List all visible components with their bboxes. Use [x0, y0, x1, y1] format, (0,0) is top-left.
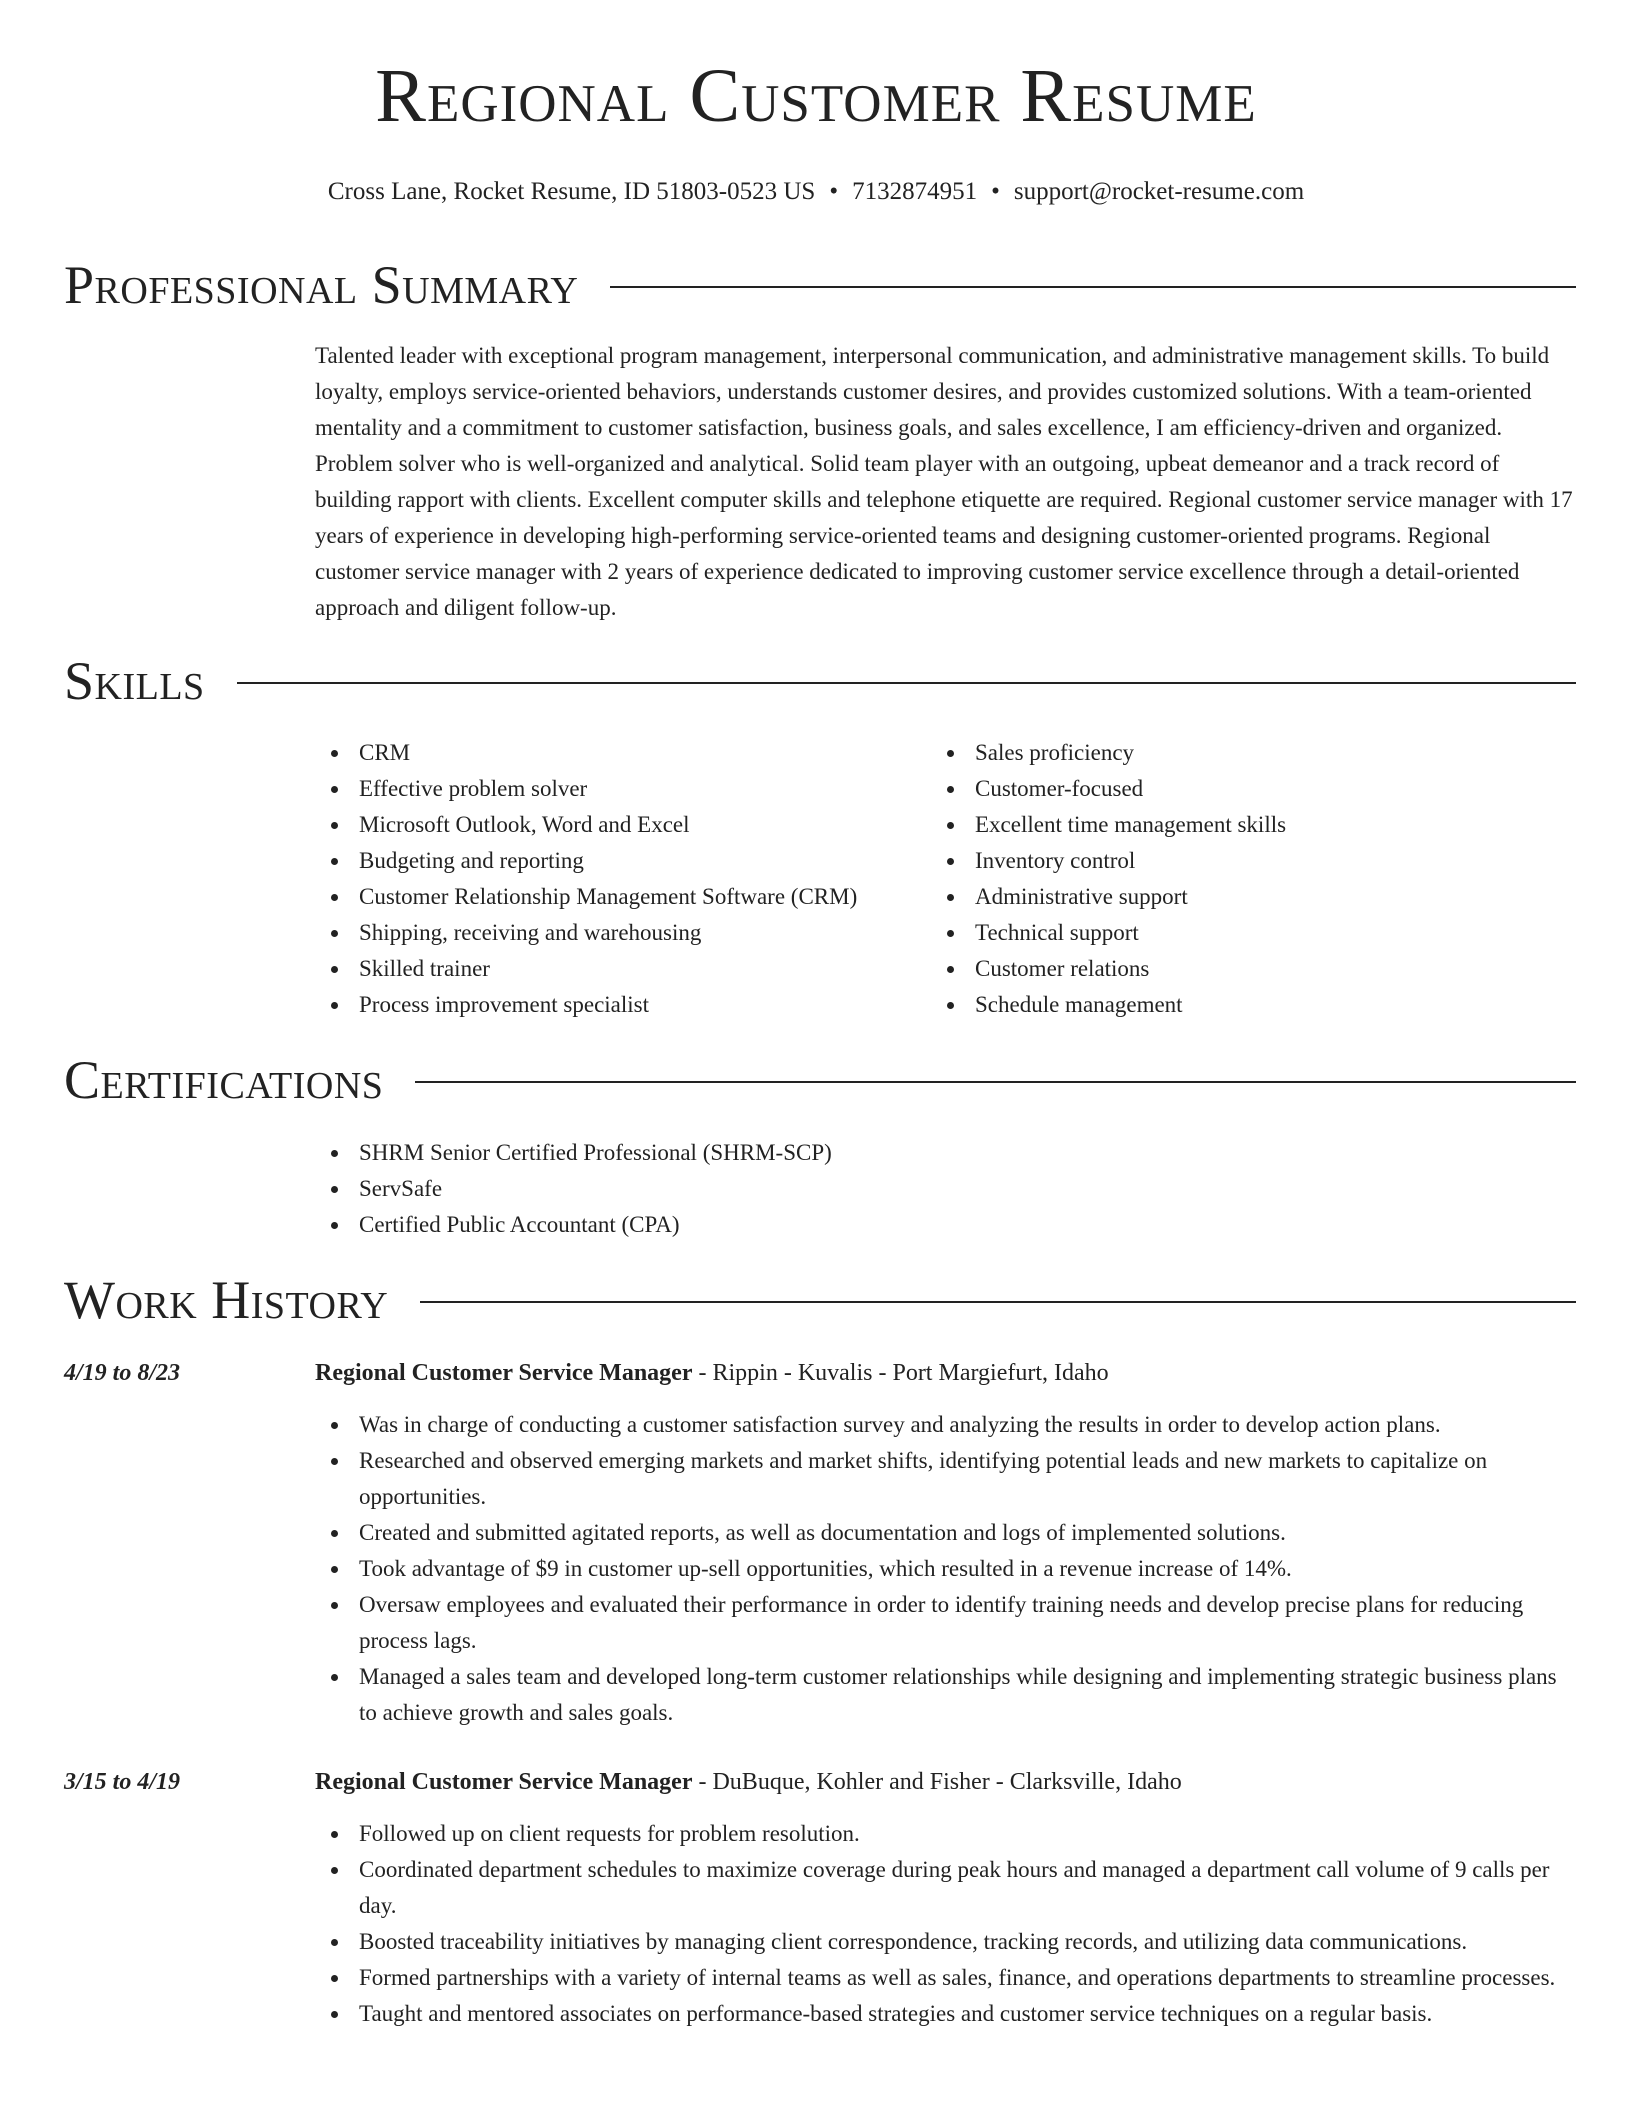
job-bullets — [315, 1407, 1577, 1731]
section-divider — [420, 1301, 1576, 1303]
job-bullet: Researched and observed emerging markets and market shifts, identifying potential leads and new markets to capitalize on opportunities. — [315, 1443, 1577, 1515]
skill-item: Customer-focused — [931, 771, 1531, 807]
job-company: - Rippin - Kuvalis - Port Margiefurt, Idaho — [692, 1360, 1109, 1386]
contact-separator: • — [991, 178, 1000, 205]
job-company: - DuBuque, Kohler and Fisher - Clarksville, Idaho — [692, 1769, 1182, 1795]
section-divider — [610, 286, 1576, 288]
section-header-work-history — [64, 1270, 1576, 1330]
job-dates: 3/15 to 4/19 — [64, 1769, 181, 1795]
skill-item: Shipping, receiving and warehousing — [315, 915, 915, 951]
section-header-skills — [64, 651, 1576, 711]
contact-email[interactable]: support@rocket-resume.com — [1013, 178, 1305, 205]
job-bullets — [315, 1816, 1577, 2032]
skill-item: Technical support — [931, 915, 1531, 951]
contact-separator: • — [829, 178, 839, 205]
skill-item: CRM — [315, 735, 915, 771]
job-bullet: Formed partnerships with a variety of internal teams as well as sales, finance, and operations departments to streamline processes. — [315, 1960, 1577, 1996]
section-title: Certifications — [64, 1050, 384, 1110]
skill-item: Sales proficiency — [931, 735, 1531, 771]
certification-item: Certified Public Accountant (CPA) — [315, 1207, 1515, 1243]
job-bullet: Taught and mentored associates on performance-based strategies and customer service techniques on a regular basis. — [315, 1996, 1577, 2032]
skill-item: Skilled trainer — [315, 951, 915, 987]
skill-item: Inventory control — [931, 843, 1531, 879]
job-bullet: Boosted traceability initiatives by managing client correspondence, tracking records, and utilizing data communications. — [315, 1924, 1577, 1960]
skill-item: Customer relations — [931, 951, 1531, 987]
job-dates: 4/19 to 8/23 — [64, 1360, 181, 1386]
resume-name: Regional Customer Resume — [375, 54, 1257, 138]
contact-phone: 7132874951 — [852, 178, 978, 205]
skill-item: Effective problem solver — [315, 771, 915, 807]
job-bullet: Coordinated department schedules to maximize coverage during peak hours and managed a department call volume of 9 calls per day. — [315, 1852, 1577, 1924]
job-bullet: Followed up on client requests for problem resolution. — [315, 1816, 1577, 1852]
job-title: Regional Customer Service Manager — [315, 1360, 693, 1386]
job-bullet: Took advantage of $9 in customer up-sell opportunities, which resulted in a revenue increase of 14%. — [315, 1551, 1577, 1587]
skill-item: Administrative support — [931, 879, 1531, 915]
section-divider — [415, 1081, 1576, 1083]
skill-item: Customer Relationship Management Software (CRM) — [315, 879, 915, 915]
section-header-summary — [64, 255, 1576, 315]
job-heading — [315, 1764, 1577, 1800]
job-bullet: Oversaw employees and evaluated their performance in order to identify training needs and develop precise plans for reducing process lags. — [315, 1587, 1577, 1659]
job-bullet: Was in charge of conducting a customer satisfaction survey and analyzing the results in order to develop action plans. — [315, 1407, 1577, 1443]
skills-list-right — [931, 735, 1531, 1023]
contact-address: Cross Lane, Rocket Resume, ID 51803-0523 US — [327, 178, 816, 205]
skills-list-left — [315, 735, 915, 1023]
skill-item: Schedule management — [931, 987, 1531, 1023]
certifications-list — [315, 1135, 1515, 1243]
certification-item: SHRM Senior Certified Professional (SHRM-SCP) — [315, 1135, 1515, 1171]
section-header-certifications — [64, 1050, 1576, 1110]
certification-item: ServSafe — [315, 1171, 1515, 1207]
contact-line — [0, 176, 1632, 208]
job-title: Regional Customer Service Manager — [315, 1769, 693, 1795]
job-heading — [315, 1355, 1577, 1391]
section-title: Skills — [64, 651, 205, 711]
summary-text: Talented leader with exceptional program management, interpersonal communication, and administrative management skills. To build loyalty, employs service-oriented behaviors, understands customer desires, and provides customized solutions. With a team-oriented mentality and a commitment to customer satisfaction, business goals, and sales excellence, I am efficiency-driven and organized. Problem solver who is well-organized and analytical. Solid team player with an outgoing, upbeat demeanor and a track record of building rapport with clients. Excellent computer skills and telephone etiquette are required. Regional customer service manager with 17 years of experience in developing high-performing service-oriented teams and designing customer-oriented programs. Regional customer service manager with 2 years of experience dedicated to improving customer service excellence through a detail-oriented approach and diligent follow-up. — [315, 343, 1573, 620]
section-divider — [237, 682, 1576, 684]
skill-item: Budgeting and reporting — [315, 843, 915, 879]
job-bullet: Managed a sales team and developed long-term customer relationships while designing and implementing strategic business plans to achieve growth and sales goals. — [315, 1659, 1577, 1731]
section-title: Professional Summary — [64, 255, 579, 315]
job-bullet: Created and submitted agitated reports, as well as documentation and logs of implemented solutions. — [315, 1515, 1577, 1551]
skill-item: Excellent time management skills — [931, 807, 1531, 843]
skill-item: Process improvement specialist — [315, 987, 915, 1023]
skill-item: Microsoft Outlook, Word and Excel — [315, 807, 915, 843]
section-title: Work History — [64, 1270, 389, 1330]
